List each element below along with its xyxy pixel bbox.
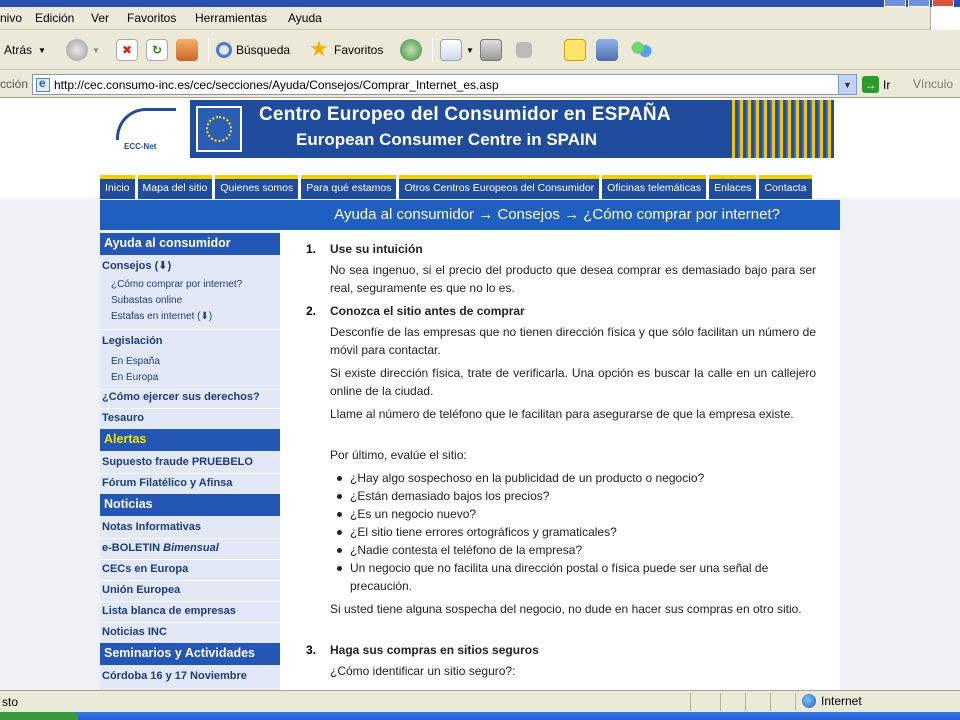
minimize-button[interactable] [884, 0, 906, 7]
site-nav [100, 175, 840, 199]
breadcrumb [100, 200, 840, 230]
mail-button[interactable] [440, 38, 474, 62]
windows-logo-icon [930, 7, 960, 30]
mail-dropdown-icon[interactable]: ▼ [466, 45, 474, 55]
print-button[interactable] [480, 38, 506, 62]
messenger-button[interactable] [630, 38, 656, 62]
forward-dropdown-icon[interactable]: ▼ [92, 45, 100, 55]
zone-label: Internet [821, 694, 862, 708]
nav-mapa-sitio[interactable]: Mapa del sitio [138, 175, 213, 199]
step-heading-sitios-seguros: Haga sus compras en sitios seguros [330, 643, 539, 657]
sidebar-item-como-comprar[interactable]: ¿Cómo comprar por internet? [111, 279, 243, 290]
menu-tools[interactable]: Herramientas [195, 11, 268, 25]
menu-favorites[interactable]: Favoritos [127, 11, 177, 25]
star-icon: ★ [309, 36, 329, 61]
research-icon [596, 39, 618, 61]
globe-icon [802, 694, 816, 708]
edit-icon [516, 42, 532, 58]
article [280, 230, 840, 690]
sidebar-item-notas[interactable]: Notas Informativas [102, 521, 202, 533]
back-label: Atrás [4, 43, 33, 57]
nav-oficinas-telematicas[interactable]: Oficinas telemáticas [602, 175, 706, 199]
step-number: 2. [306, 304, 317, 318]
step-number: 3. [306, 643, 317, 657]
sidebar-item-forum[interactable]: Fórum Filatélico y Afinsa [102, 477, 233, 489]
sidebar-item-subastas[interactable]: Subastas online [111, 295, 183, 306]
go-label: Ir [883, 77, 891, 92]
sidebar-item-boletin[interactable]: e-BOLETIN Bimensual [102, 542, 219, 554]
breadcrumb-text: Ayuda al consumidor → Consejos → ¿Cómo comprar por internet? [334, 206, 780, 223]
sidebar-head-ayuda[interactable]: Ayuda al consumidor [100, 233, 280, 255]
go-button[interactable] [862, 76, 890, 93]
step-heading-conozca: Conozca el sitio antes de comprar [330, 304, 525, 318]
window-title-bar [0, 0, 960, 7]
toolbar [0, 30, 960, 70]
ecc-net-logo: ECC-Net [96, 100, 190, 158]
research-button[interactable] [596, 38, 622, 62]
paragraph: Llame al número de teléfono que le facilitan para asegurarse de que la empresa existe. [330, 407, 794, 421]
sidebar-head-alertas[interactable]: Alertas [100, 429, 280, 451]
maximize-button[interactable] [908, 0, 930, 7]
sidebar-item-fraude[interactable]: Supuesto fraude PRUEBELO [102, 456, 253, 468]
sidebar-item-lista-blanca[interactable]: Lista blanca de empresas [102, 605, 236, 617]
forward-button[interactable] [66, 38, 100, 62]
step-number: 1. [306, 242, 317, 256]
list-item: ¿Nadie contesta el teléfono de la empresa? [350, 541, 816, 559]
printer-icon [480, 39, 502, 61]
address-input[interactable] [54, 76, 834, 94]
messenger-icon [630, 39, 652, 61]
sidebar-head-seminarios[interactable]: Seminarios y Actividades [100, 643, 280, 665]
history-button[interactable] [400, 38, 426, 62]
favorites-label: Favoritos [334, 43, 384, 57]
refresh-button[interactable] [146, 38, 172, 62]
address-label: cción [0, 77, 29, 91]
banner-title-es: Centro Europeo del Consumidor en ESPAÑA [259, 104, 671, 125]
go-arrow-icon: → [862, 76, 879, 93]
paragraph: Por último, evalúe el sitio: [330, 448, 467, 462]
sidebar-item-tesauro[interactable]: Tesauro [102, 412, 144, 424]
paragraph: Si existe dirección física, trate de verificarla. Una opción es buscar la calle en un callejero online de la ciudad. [330, 366, 816, 398]
list-item: Un negocio que no facilita una dirección postal o física puede ser una señal de precaución. [350, 559, 816, 595]
refresh-icon: ↻ [146, 39, 168, 61]
search-icon [216, 42, 232, 58]
stop-button[interactable] [116, 38, 142, 62]
web-page [0, 98, 960, 690]
eu-stars-logo [196, 106, 242, 152]
back-dropdown-icon[interactable]: ▼ [38, 45, 46, 55]
nav-otros-centros[interactable]: Otros Centros Europeos del Consumidor [399, 175, 599, 199]
taskbar [0, 712, 960, 720]
sidebar-item-cecs[interactable]: CECs en Europa [102, 563, 189, 575]
discuss-button[interactable] [564, 38, 590, 62]
back-button[interactable] [4, 38, 46, 62]
search-label: Búsqueda [236, 43, 291, 57]
close-button[interactable] [932, 0, 954, 7]
nav-inicio[interactable]: Inicio [100, 175, 135, 199]
security-zone [802, 694, 862, 708]
menu-edit[interactable]: Edición [35, 11, 75, 25]
banner-title-en: European Consumer Centre in SPAIN [296, 130, 598, 149]
sidebar-item-union-europea[interactable]: Unión Europea [102, 584, 181, 596]
mail-icon [440, 39, 462, 61]
note-icon [564, 39, 586, 61]
edit-button[interactable] [516, 38, 536, 62]
sidebar-item-en-espana[interactable]: En España [111, 356, 160, 367]
home-icon [176, 39, 198, 61]
sidebar-head-noticias[interactable]: Noticias [100, 494, 280, 516]
menu-bar [0, 7, 960, 30]
list-item: ¿Hay algo sospechoso en la publicidad de un producto o negocio? [350, 469, 816, 487]
paragraph: Si usted tiene alguna sospecha del negocio, no dude en hacer sus compras en otro sitio. [330, 602, 802, 616]
status-text: sto [2, 695, 19, 709]
forward-arrow-icon [66, 39, 88, 61]
sidebar [100, 233, 280, 690]
site-banner [96, 100, 834, 158]
paragraph: Desconfíe de las empresas que no tienen dirección física y que sólo facilitan un número de móvil para contactar. [330, 325, 816, 357]
sidebar-item-estafas[interactable]: Estafas en internet (⬇) [111, 311, 213, 322]
paragraph: ¿Cómo identificar un sitio seguro?: [330, 664, 516, 678]
list-item: ¿Es un negocio nuevo? [350, 505, 816, 523]
address-bar [0, 71, 960, 98]
nav-quienes-somos[interactable]: Quienes somos [215, 175, 298, 199]
paragraph: No sea ingenuo, si el precio del producto que desea comprar es demasiado bajo para ser real, seguramente es que no lo es. [330, 263, 816, 295]
status-bar [0, 690, 960, 712]
list-item: ¿El sitio tiene errores ortográficos y gramaticales? [350, 523, 816, 541]
sidebar-item-noticias-inc[interactable]: Noticias INC [102, 626, 167, 638]
home-button[interactable] [176, 38, 202, 62]
sidebar-item-en-europa[interactable]: En Europa [111, 372, 159, 383]
address-dropdown-icon[interactable]: ▼ [838, 75, 856, 94]
menu-file[interactable]: nivo [0, 11, 23, 25]
page-icon [36, 78, 50, 92]
start-button[interactable] [0, 712, 78, 720]
favorites-button[interactable] [308, 38, 383, 62]
banner-stripes [732, 100, 834, 158]
address-box [32, 74, 857, 95]
sidebar-item-consejos[interactable]: Consejos (⬇) [102, 260, 172, 272]
links-toolbar-label[interactable]: Vínculo [913, 77, 954, 91]
sidebar-item-cordoba[interactable]: Córdoba 16 y 17 Noviembre [102, 670, 247, 682]
menu-help[interactable]: Ayuda [288, 11, 322, 25]
step-heading-intuicion: Use su intuición [330, 242, 423, 256]
menu-view[interactable]: Ver [91, 11, 110, 25]
history-icon [400, 39, 422, 61]
nav-para-que-estamos[interactable]: Para qué estamos [301, 175, 396, 199]
stop-icon: ✖ [116, 39, 138, 61]
nav-enlaces[interactable]: Enlaces [709, 175, 756, 199]
sidebar-item-ejercer-derechos[interactable]: ¿Cómo ejercer sus derechos? [102, 391, 260, 403]
nav-contacta[interactable]: Contacta [759, 175, 811, 199]
sidebar-item-legislacion[interactable]: Legislación [102, 335, 163, 347]
search-button[interactable] [216, 38, 290, 62]
list-item: ¿Están demasiado bajos los precios? [350, 487, 816, 505]
